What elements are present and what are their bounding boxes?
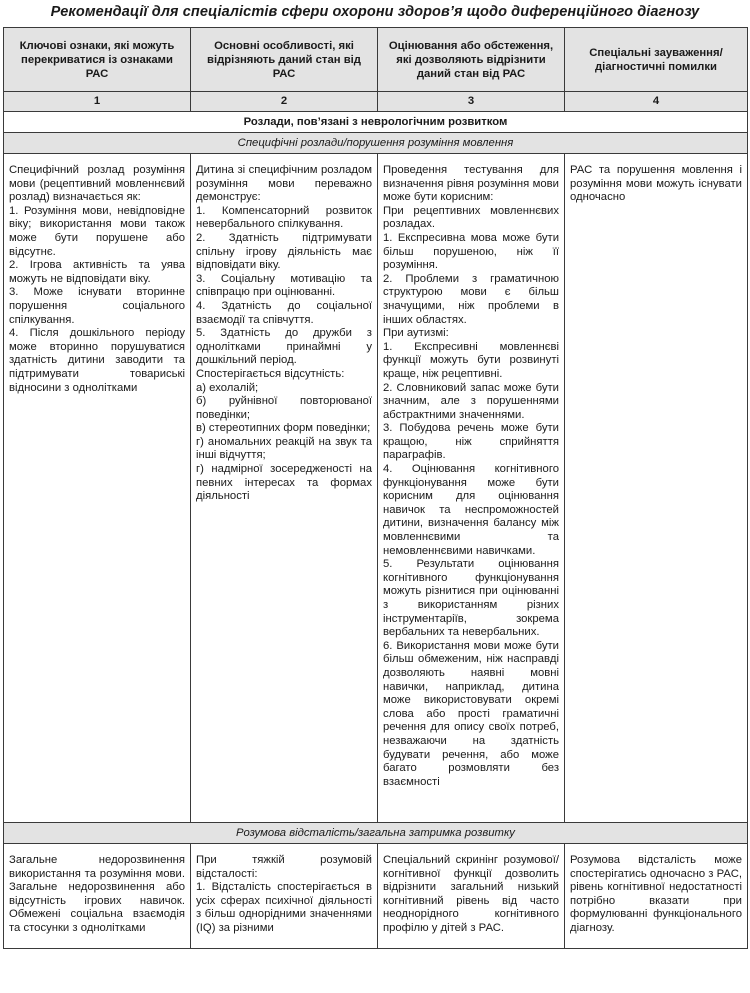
cell-text: 5. Здатність до дружби з однолітками принаймні у дошкільний період. (196, 327, 372, 367)
differential-diagnosis-table (3, 27, 748, 949)
header-row (4, 28, 748, 92)
cell-text: 2. Здатність підтримувати спільну ігрову діяльність має відповідати віку. (196, 231, 372, 272)
table-title: Рекомендації для спеціалістів сфери охорони здоров’я щодо диференційного діагнозу (50, 4, 700, 20)
cell-text: 1. Розуміння мови, невідповідне віку; використання мови також може бути порушене або відсутнє. (9, 204, 185, 258)
cell-text: 1. Компенсаторний розвиток невербального спілкування. (196, 204, 372, 231)
section-title: Розлади, пов’язані з неврологічним розвитком (4, 112, 748, 133)
cell-special-notes (565, 844, 748, 949)
cell-text: 1. Відсталість спостерігається в усіх сферах психічної діяльності з більш однорідними значеннями (IQ) за різними (196, 881, 372, 934)
cell-text: При аутизмі: (383, 327, 449, 340)
cell-text: Розумова відсталість може спостерігатись одночасно з РАС, рівень когнітивної недостатності потрібно вказати при формулюванні функціонального діагнозу. (570, 854, 742, 934)
cell-text: РАС та порушення мовлення і розуміння мови можуть існувати одночасно (570, 164, 742, 204)
column-number: 1 (4, 92, 191, 112)
table-row (4, 844, 748, 949)
header-key-features: Ключові ознаки, які можуть перекриватися із ознаками РАС (4, 28, 191, 92)
cell-text: а) ехолалій; (196, 381, 259, 394)
cell-text: в) стереотипних форм поведінки; (196, 422, 371, 435)
column-number: 2 (191, 92, 378, 112)
cell-text: 6. Використання мови може бути більш обмеженим, ніж насправді дозволяють наявні мовні навички, наприклад, дитина може використовувати окремі слова або прості граматичні речення для опису своїх потреб, незважаючи на здатність будувати речення, або може багато розмовляти без взаємності (383, 639, 559, 788)
cell-text: Спостерігається відсутність: (196, 367, 345, 380)
cell-key-features (4, 154, 191, 823)
cell-text: 2. Словниковий запас може бути значним, але з порушеннями абстрактними значеннями. (383, 381, 559, 421)
cell-text: 4. Здатність до соціальної взаємодії та співчуття. (196, 299, 372, 326)
cell-text: При рецептивних мовленнєвих розладах. (383, 204, 559, 231)
cell-text: 3. Соціальну мотивацію та співпрацю при оцінюванні. (196, 272, 372, 299)
cell-text: Проведення тестування для визначення рівня розуміння мови може бути корисним: (383, 164, 559, 204)
column-number: 4 (565, 92, 748, 112)
cell-assessment (378, 844, 565, 949)
subsection-row (4, 823, 748, 844)
cell-text: Спеціальний скринінг розумової/когнітивної функції дозволить відрізнити загальний низький когнітивний рівень від часто неоднорідного когнітивного профілю у дітей з РАС. (383, 854, 559, 934)
cell-text: 5. Результати оцінювання когнітивного функціонування можуть різнитися при оцінюванні з використанням різних інструментаріїв, зокрема вербальних та невербальних. (383, 558, 559, 639)
subsection-row (4, 133, 748, 154)
cell-special-notes (565, 154, 748, 823)
cell-text: 1. Експресивні мовленнєві функції можуть бути розвинуті краще, ніж рецептивні. (383, 340, 559, 380)
cell-distinguishing-features (191, 154, 378, 823)
header-distinguishing-features: Основні особливості, які відрізняють даний стан від РАС (191, 28, 378, 92)
cell-text: 4. Після дошкільного періоду може вторинно порушуватися здатність дитини заводити та підтримувати товариські відносини з однолітками (9, 327, 185, 394)
cell-text: 2. Проблеми з граматичною структурою мови є більш значущими, ніж проблеми в інших областях. (383, 272, 559, 326)
cell-text: 4. Оцінювання когнітивного функціонування може бути корисним для оцінювання навичок та неспроможностей дитини, визначення балансу між мовленнєвими та немовленнєвими навичками. (383, 463, 559, 557)
cell-text: При тяжкій розумовій відсталості: (196, 854, 372, 880)
cell-text: 3. Побудова речень може бути кращою, ніж сприйняття параграфів. (383, 422, 559, 462)
cell-key-features (4, 844, 191, 949)
cell-text: 2. Ігрова активність та уява можуть не відповідати віку. (9, 259, 185, 285)
cell-text: г) надмірної зосередженості на певних інтересах та формах діяльності (196, 463, 372, 503)
cell-text: б) руйнівної повторюваної поведінки; (196, 395, 372, 421)
header-special-notes: Спеціальні зауваження/ діагностичні помилки (565, 28, 748, 92)
cell-distinguishing-features (191, 844, 378, 949)
cell-text: Дитина зі специфічним розладом розуміння мови переважно демонструє: (196, 164, 372, 204)
column-number: 3 (378, 92, 565, 112)
cell-assessment (378, 154, 565, 823)
cell-text: Загальне недорозвинення використання та розуміння мови. Загальне недорозвинення або відсутність ігрових навичок. Обмежені соціальна взаємодія та стосунки з однолітками (9, 854, 185, 934)
section-row (4, 112, 748, 133)
cell-text: 3. Може існувати вторинне порушення соціального спілкування. (9, 286, 185, 326)
cell-text: Специфічний розлад розуміння мови (рецептивний мовленнєвий розлад) визначається як: (9, 164, 185, 204)
subsection-title: Розумова відсталість/загальна затримка розвитку (4, 823, 748, 844)
table-row (4, 154, 748, 823)
header-assessment: Оцінювання або обстеження, які дозволяють відрізнити даний стан від РАС (378, 28, 565, 92)
cell-text: 1. Експресивна мова може бути більш порушеною, ніж її розуміння. (383, 231, 559, 272)
cell-text: г) аномальних реакцій на звук та інші відчуття; (196, 435, 372, 462)
column-number-row (4, 92, 748, 112)
subsection-title: Специфічні розлади/порушення розуміння мовлення (4, 133, 748, 154)
